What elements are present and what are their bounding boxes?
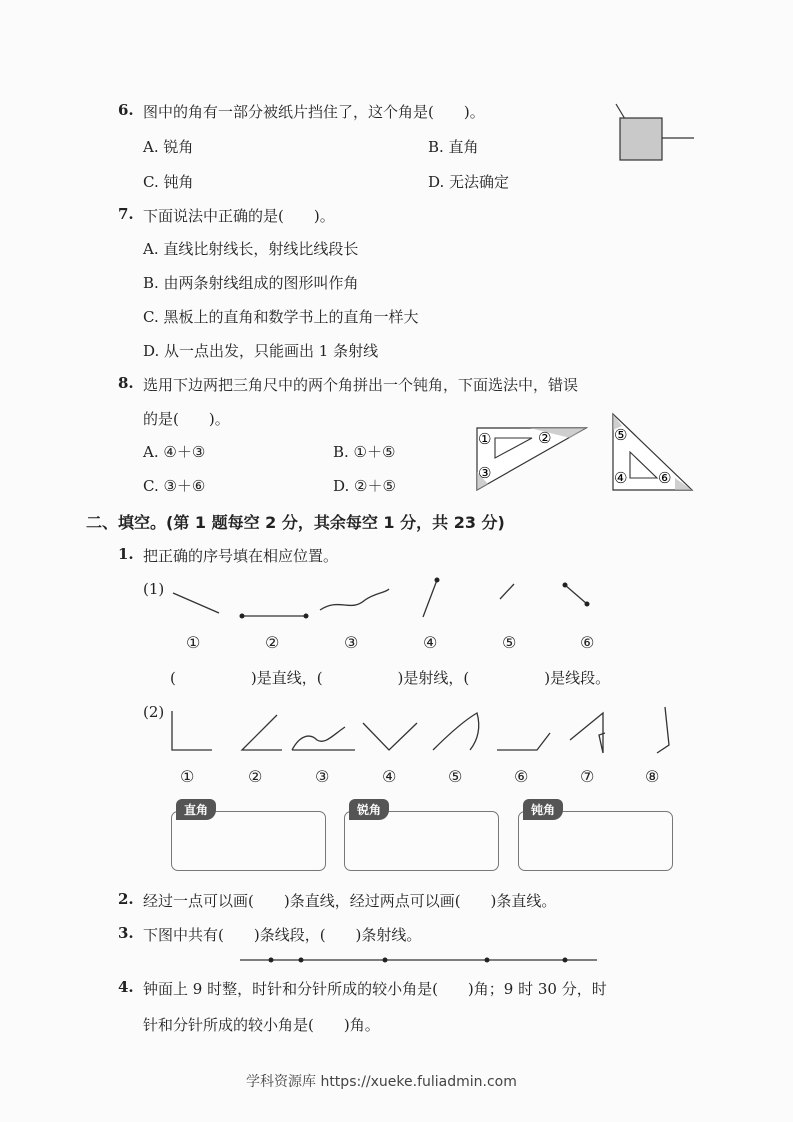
- f1-part2-label-2: ②: [248, 767, 263, 786]
- f1-part2-label-3: ③: [315, 767, 330, 786]
- right-angle-answer-box[interactable]: [171, 811, 326, 871]
- f1-part1-answer-line[interactable]: ( )是直线，( )是射线，( )是线段。: [170, 669, 611, 687]
- q6-option-c[interactable]: C. 钝角: [143, 173, 194, 191]
- section2-heading: 二、填空。(第 1 题每空 2 分，其余每空 1 分，共 23 分): [86, 513, 505, 532]
- f1-part1-label-6: ⑥: [580, 633, 595, 652]
- f2-number: 2.: [118, 890, 134, 908]
- q6-hidden-angle-figure: [612, 100, 702, 165]
- f1-part2-angles: [165, 705, 685, 757]
- f3-number: 3.: [118, 924, 134, 942]
- q8-option-a[interactable]: A. ④＋③: [143, 443, 206, 461]
- q7-text: 下面说法中正确的是( )。: [143, 207, 335, 225]
- right-angle-tag: 直角: [176, 799, 216, 820]
- q7-option-a[interactable]: A. 直线比射线长，射线比线段长: [143, 240, 359, 258]
- q7-option-c[interactable]: C. 黑板上的直角和数学书上的直角一样大: [143, 308, 419, 326]
- f1-part1-label-2: ②: [265, 633, 280, 652]
- f1-part1-label-3: ③: [344, 633, 359, 652]
- f1-part2-label-6: ⑥: [514, 767, 529, 786]
- q6-text: 图中的角有一部分被纸片挡住了，这个角是( )。: [143, 103, 485, 121]
- f1-part2-label-1: ①: [180, 767, 195, 786]
- q8-text-line1: 选用下边两把三角尺中的两个角拼出一个钝角，下面选法中，错误: [143, 376, 579, 394]
- f1-part1-label-4: ④: [423, 633, 438, 652]
- q7-option-b[interactable]: B. 由两条射线组成的图形叫作角: [143, 274, 359, 292]
- ruler-label-3: ③: [478, 464, 492, 482]
- f1-part1-label-1: ①: [186, 633, 201, 652]
- f2-text[interactable]: 经过一点可以画( )条直线，经过两点可以画( )条直线。: [143, 892, 557, 910]
- f1-part2-label-8: ⑧: [645, 767, 660, 786]
- ruler-label-4: ④: [614, 469, 628, 487]
- f1-part1-lines: [165, 575, 605, 625]
- q8-option-b[interactable]: B. ①＋⑤: [333, 443, 396, 461]
- acute-angle-answer-box[interactable]: [344, 811, 499, 871]
- f1-part2-label: (2): [143, 703, 165, 721]
- ruler-label-6: ⑥: [658, 469, 672, 487]
- q8-option-c[interactable]: C. ③＋⑥: [143, 477, 206, 495]
- obtuse-angle-tag: 钝角: [523, 799, 563, 820]
- q6-option-d[interactable]: D. 无法确定: [428, 173, 510, 191]
- f1-part2-label-5: ⑤: [448, 767, 463, 786]
- q8-number: 8.: [118, 374, 134, 392]
- f1-number: 1.: [118, 545, 134, 563]
- ruler-label-2: ②: [538, 429, 552, 447]
- q6-option-a[interactable]: A. 锐角: [143, 138, 194, 156]
- ruler-label-5: ⑤: [614, 426, 628, 444]
- f3-line-figure: [235, 950, 605, 970]
- acute-angle-tag: 锐角: [349, 799, 389, 820]
- f4-text-line2[interactable]: 针和分针所成的较小角是( )角。: [143, 1016, 380, 1034]
- f4-text-line1[interactable]: 钟面上 9 时整，时针和分针所成的较小角是( )角；9 时 30 分，时: [143, 980, 607, 998]
- ruler-label-1: ①: [478, 430, 492, 448]
- q7-number: 7.: [118, 205, 134, 223]
- q8-set-squares: [470, 410, 700, 495]
- f1-text: 把正确的序号填在相应位置。: [143, 547, 339, 565]
- f4-number: 4.: [118, 978, 134, 996]
- f3-text[interactable]: 下图中共有( )条线段，( )条射线。: [143, 926, 422, 944]
- q6-option-b[interactable]: B. 直角: [428, 138, 479, 156]
- f1-part1-label-5: ⑤: [502, 633, 517, 652]
- f1-part2-label-4: ④: [382, 767, 397, 786]
- q8-option-d[interactable]: D. ②＋⑤: [333, 477, 396, 495]
- obtuse-angle-answer-box[interactable]: [518, 811, 673, 871]
- f1-part2-label-7: ⑦: [580, 767, 595, 786]
- q7-option-d[interactable]: D. 从一点出发，只能画出 1 条射线: [143, 342, 379, 360]
- q6-number: 6.: [118, 101, 134, 119]
- q8-text-line2: 的是( )。: [143, 410, 230, 428]
- footer-watermark: 学科资源库 https://xueke.fuliadmin.com: [246, 1074, 517, 1090]
- f1-part1-label: (1): [143, 580, 165, 598]
